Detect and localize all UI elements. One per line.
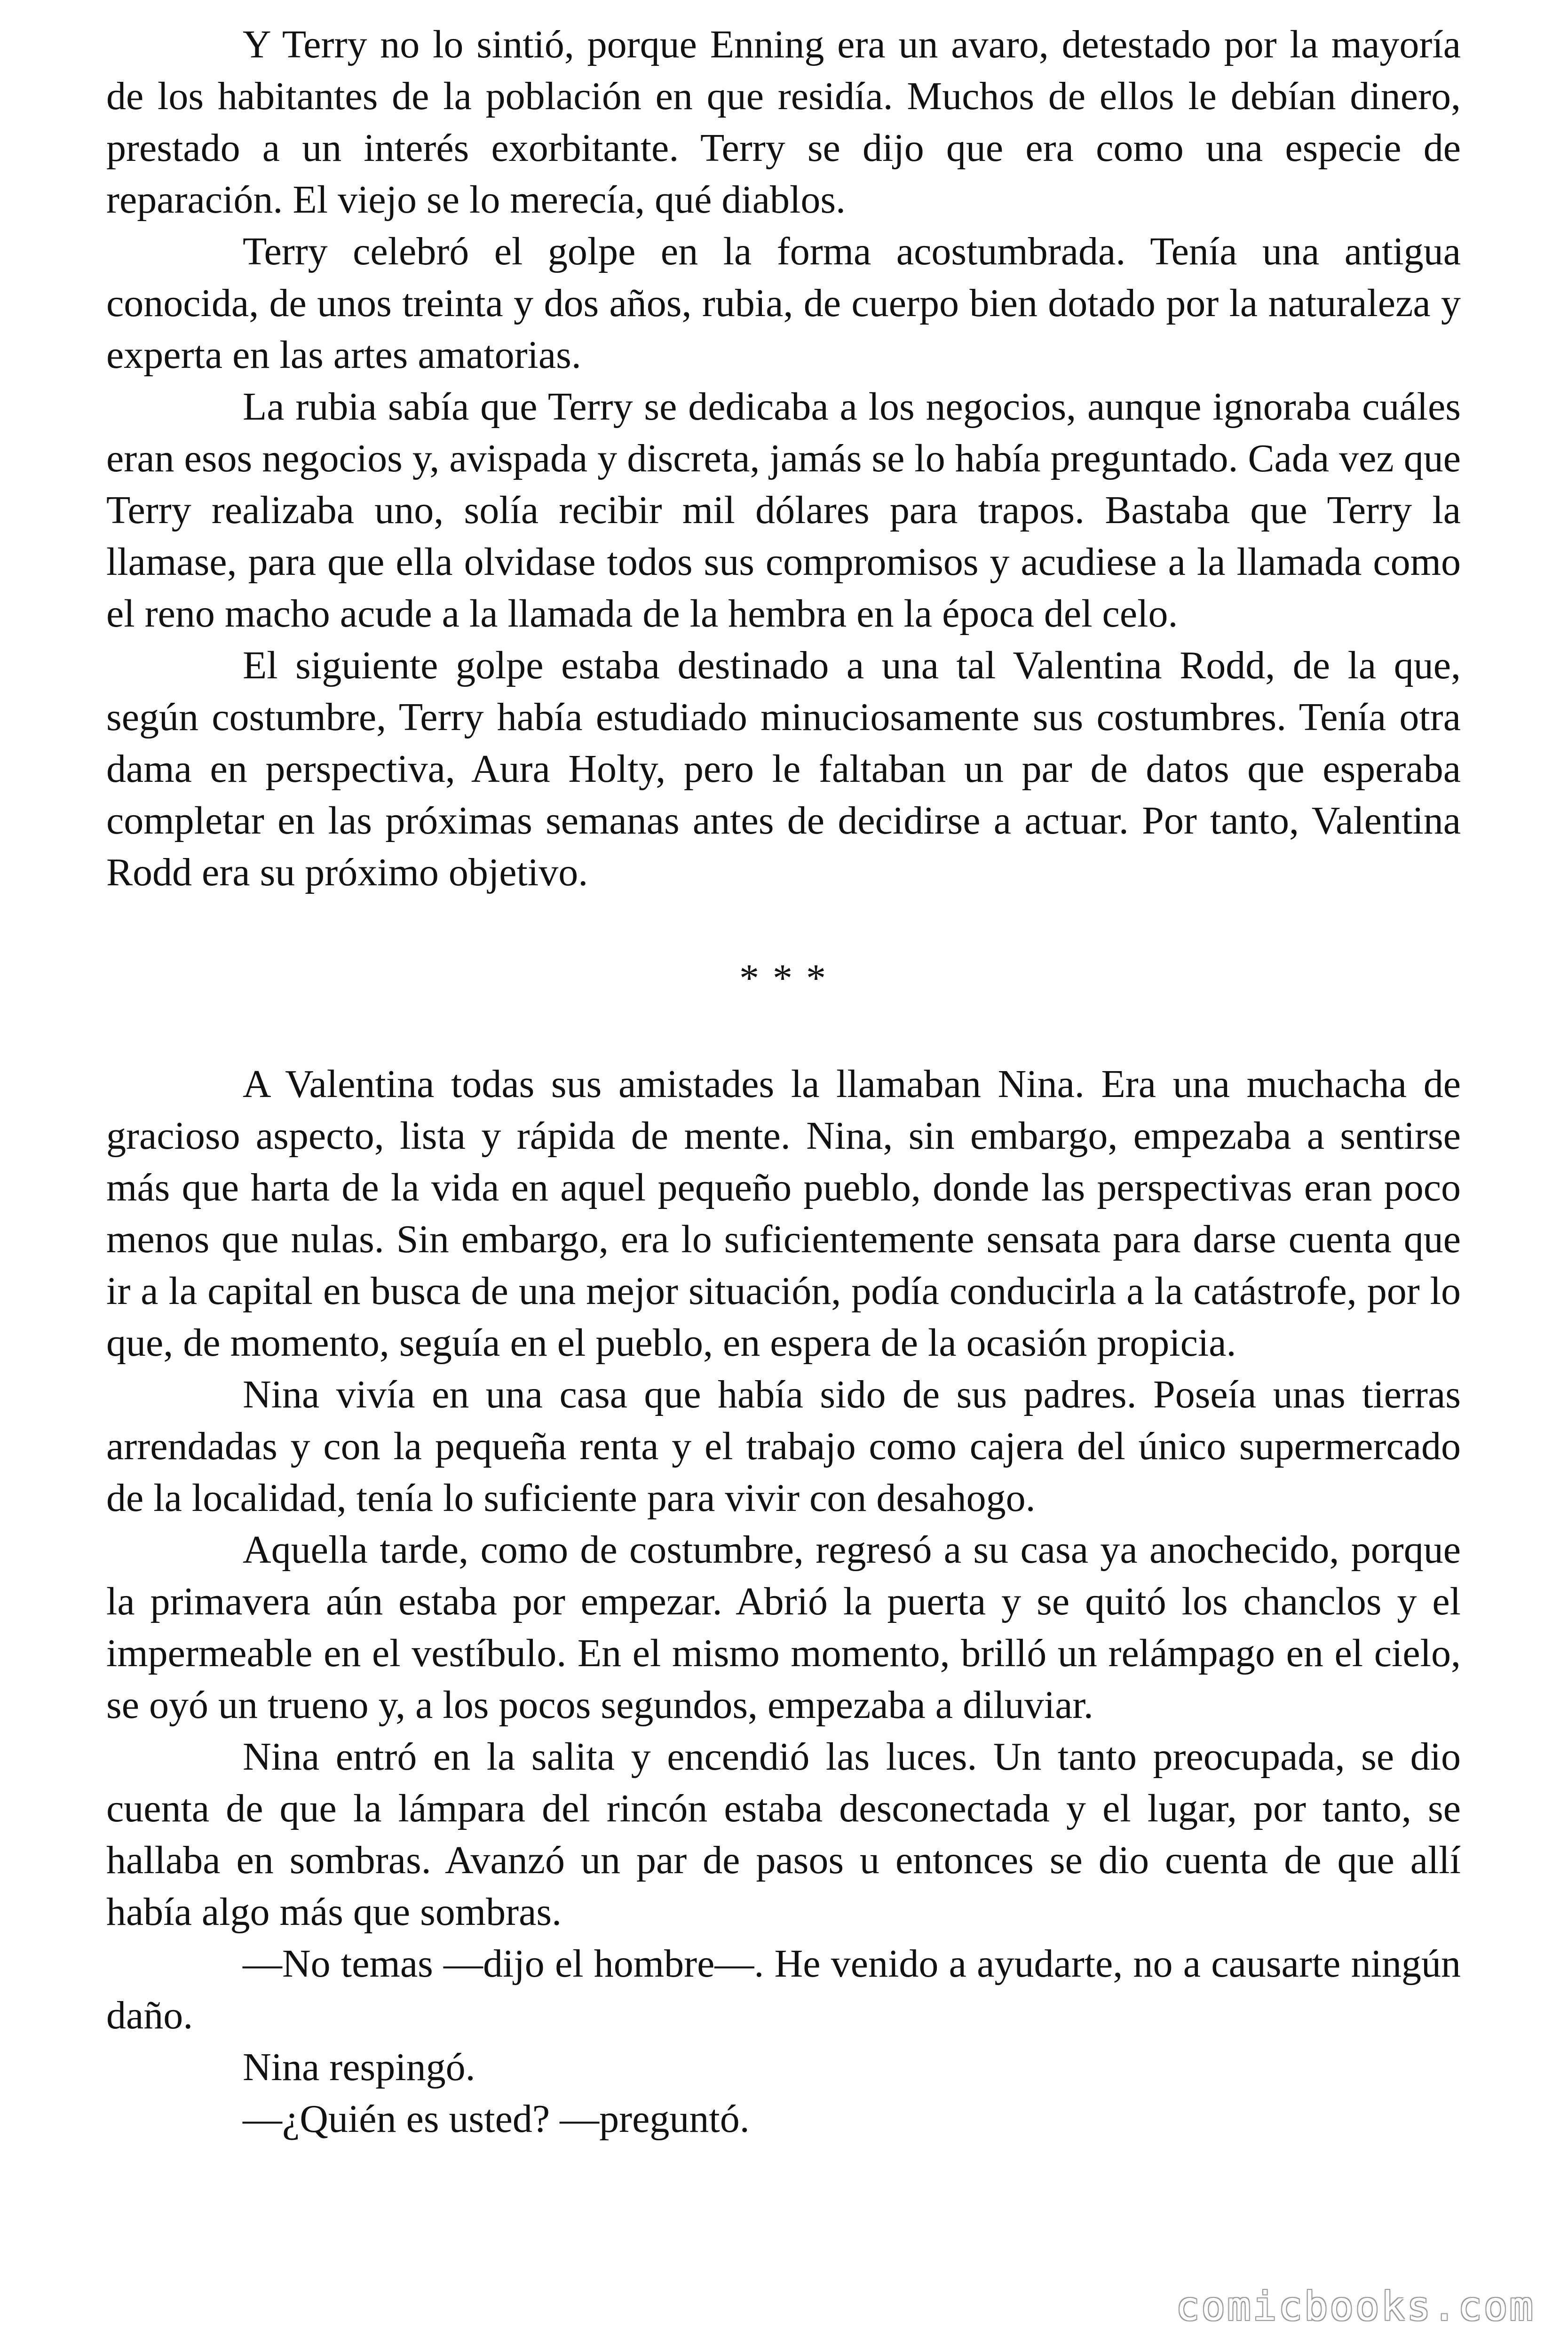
paragraph-2: Terry celebró el golpe en la forma acostumbrada. Tenía una antigua conocida, de unos treinta y dos años, rubia, de cuerpo bien dotado por la naturaleza y experta en las artes amatorias.	[106, 230, 1461, 377]
paragraph-4: El siguiente golpe estaba destinado a una tal Valentina Rodd, de la que, según costumbre, Terry había estudiado minuciosamente sus costumbres. Tenía otra dama en perspectiva, Aura Holty, pero le faltaban un par de datos que esperaba completar en las próximas semanas antes de decidirse a actuar. Por tanto, Valentina Rodd era su próximo objetivo.	[106, 644, 1461, 894]
paragraph-1: Y Terry no lo sintió, porque Enning era un avaro, detestado por la mayoría de los habitantes de la población en que residía. Muchos de ellos le debían dinero, prestado a un interés exorbitante. Terry se dijo que era como una especie de reparación. El viejo se lo merecía, qué diablos.	[106, 23, 1461, 222]
paragraph-5: A Valentina todas sus amistades la llamaban Nina. Era una muchacha de gracioso aspecto, lista y rápida de mente. Nina, sin embargo, empezaba a sentirse más que harta de la vida en aquel pequeño pueblo, donde las perspectivas eran poco menos que nulas. Sin embargo, era lo suficientemente sensata para darse cuenta que ir a la capital en busca de una mejor situación, podía conducirla a la catástrofe, por lo que, de momento, seguía en el pueblo, en espera de la ocasión propicia.	[106, 1062, 1461, 1365]
document-page	[106, 19, 1461, 2145]
dialogue-line-2: —¿Quién es usted? —preguntó.	[243, 2097, 750, 2141]
paragraph-3: La rubia sabía que Terry se dedicaba a los negocios, aunque ignoraba cuáles eran esos negocios y, avispada y discreta, jamás se lo había preguntado. Cada vez que Terry realizaba uno, solía recibir mil dólares para trapos. Bastaba que Terry la llamase, para que ella olvidase todos sus compromisos y acudiese a la llamada como el reno macho acude a la llamada de la hembra en la época del celo.	[106, 385, 1461, 636]
dialogue-line-1: —No temas —dijo el hombre—. He venido a ayudarte, no a causarte ningún daño.	[106, 1942, 1461, 2037]
section-separator: * * *	[739, 956, 828, 1000]
paragraph-7: Aquella tarde, como de costumbre, regresó a su casa ya anochecido, porque la primavera aún estaba por empezar. Abrió la puerta y se quitó los chanclos y el impermeable en el vestíbulo. En el mismo momento, brilló un relámpago en el cielo, se oyó un trueno y, a los pocos segundos, empezaba a diluviar.	[106, 1528, 1461, 1727]
paragraph-8: Nina entró en la salita y encendió las luces. Un tanto preocupada, se dio cuenta de que la lámpara del rincón estaba desconectada y el lugar, por tanto, se hallaba en sombras. Avanzó un par de pasos u entonces se dio cuenta de que allí había algo más que sombras.	[106, 1735, 1461, 1934]
paragraph-6: Nina vivía en una casa que había sido de sus padres. Poseía unas tierras arrendadas y con la pequeña renta y el trabajo como cajera del único supermercado de la localidad, tenía lo suficiente para vivir con desahogo.	[106, 1373, 1461, 1520]
paragraph-9: Nina respingó.	[243, 2045, 475, 2089]
watermark: comicbooks.com	[1175, 2283, 1535, 2329]
